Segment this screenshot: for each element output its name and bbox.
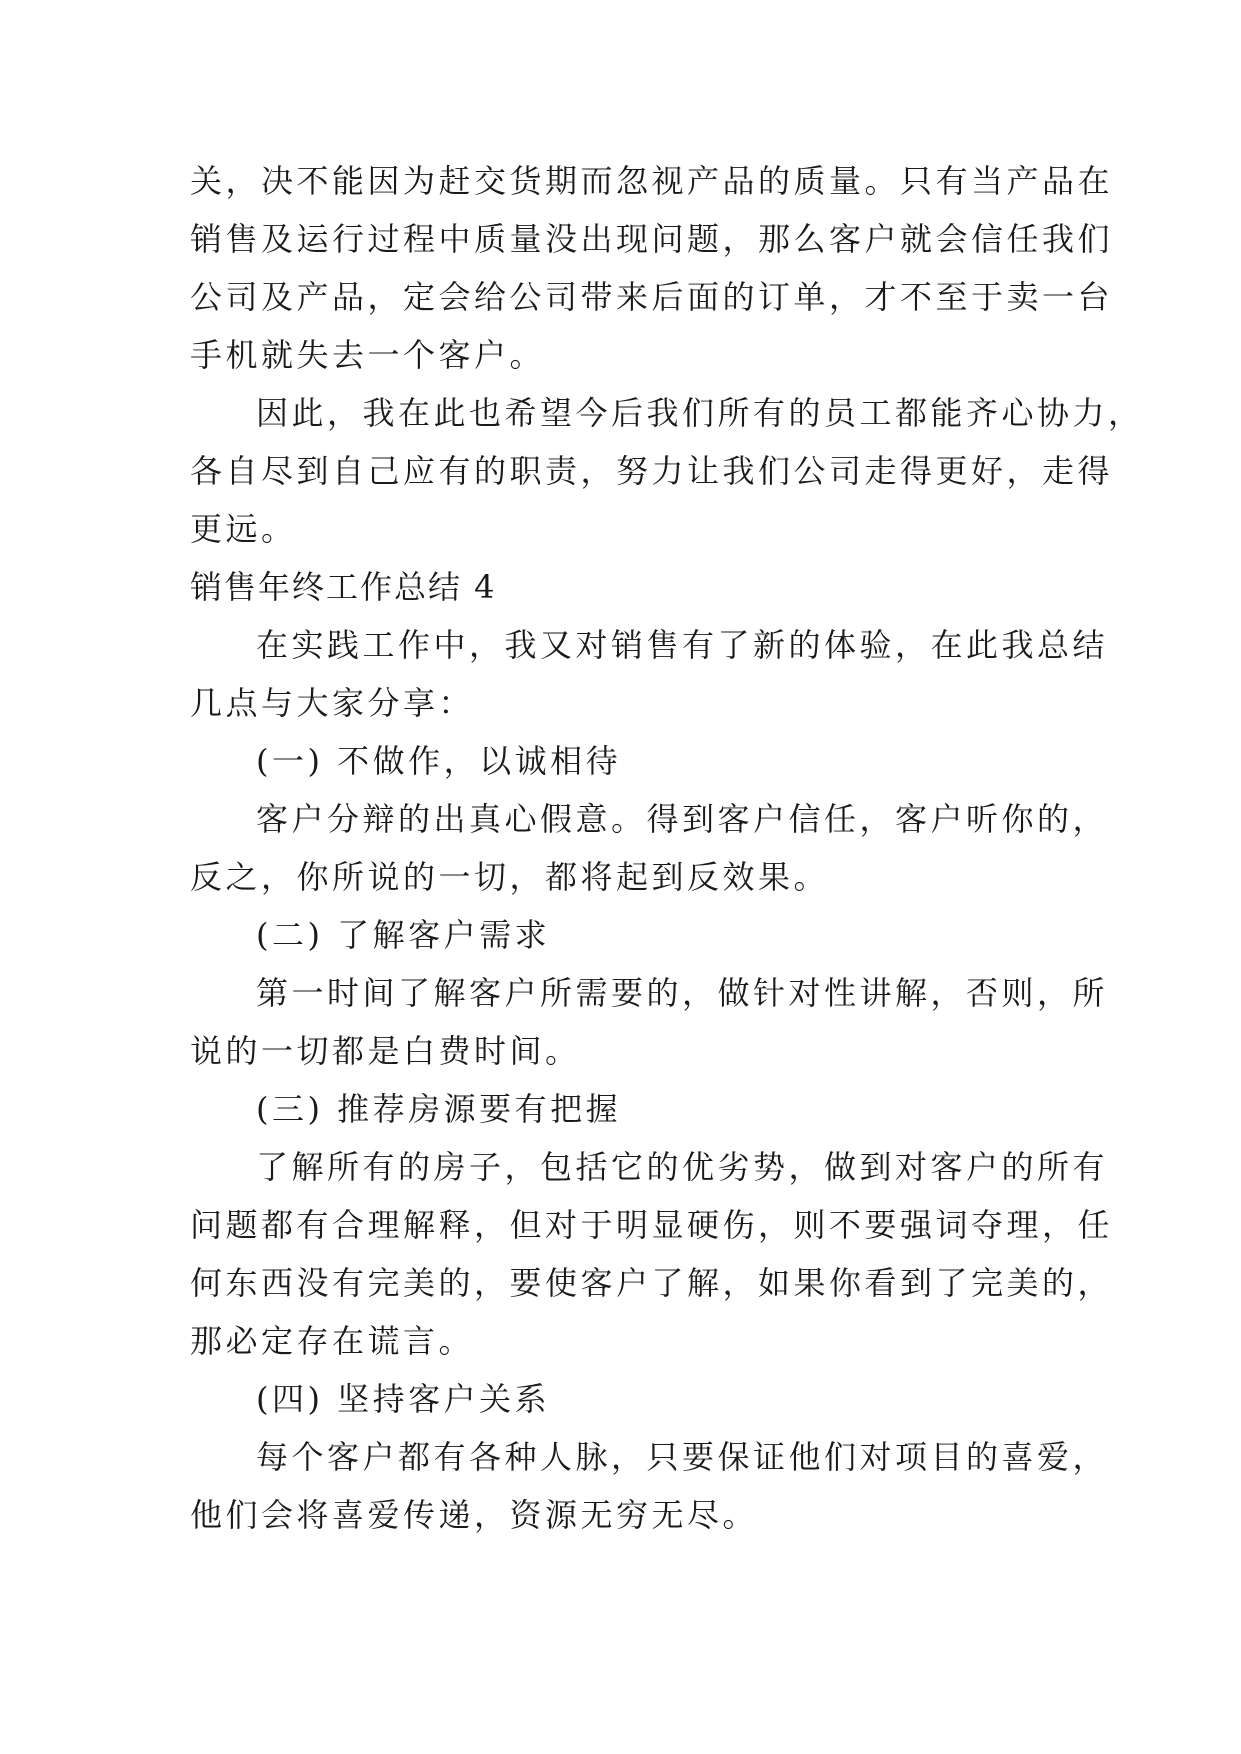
paragraph-line: 销售及运行过程中质量没出现问题，那么客户就会信任我们 [190,220,1114,258]
paragraph-line: 更远。 [190,510,297,548]
paragraph-line: 第一时间了解客户所需要的，做针对性讲解，否则，所 [256,974,1109,1012]
paragraph-line: 每个客户都有各种人脉，只要保证他们对项目的喜爱， [256,1438,1109,1476]
section-heading: 销售年终工作总结 4 [190,568,497,606]
paragraph-line: 问题都有合理解释，但对于明显硬伤，则不要强词夺理，任 [190,1206,1114,1244]
paragraph-line: 各自尽到自己应有的职责，努力让我们公司走得更好，走得 [190,452,1114,490]
paragraph-line: 他们会将喜爱传递，资源无穷无尽。 [190,1496,759,1534]
subsection-heading: (一) 不做作，以诚相待 [256,742,622,780]
paragraph-line: 了解所有的房子，包括它的优劣势，做到对客户的所有 [256,1148,1109,1186]
paragraph-line: 关，决不能因为赶交货期而忽视产品的质量。只有当产品在 [190,162,1114,200]
subsection-heading: (四) 坚持客户关系 [256,1380,551,1418]
paragraph-line: 反之，你所说的一切，都将起到反效果。 [190,858,830,896]
paragraph-line: 何东西没有完美的，要使客户了解，如果你看到了完美的， [190,1264,1114,1302]
document-page [190,152,1144,1544]
paragraph-line: 那必定存在谎言。 [190,1322,475,1360]
paragraph-line: 几点与大家分享： [190,684,475,722]
paragraph-line: 在实践工作中，我又对销售有了新的体验，在此我总结 [256,626,1109,664]
paragraph-line: 因此，我在此也希望今后我们所有的员工都能齐心协力， [256,394,1144,432]
paragraph-line: 手机就失去一个客户。 [190,336,546,374]
paragraph-line: 说的一切都是白费时间。 [190,1032,581,1070]
paragraph-line: 客户分辩的出真心假意。得到客户信任，客户听你的， [256,800,1109,838]
paragraph-line: 公司及产品，定会给公司带来后面的订单，才不至于卖一台 [190,278,1114,316]
subsection-heading: (三) 推荐房源要有把握 [256,1090,622,1128]
subsection-heading: (二) 了解客户需求 [256,916,551,954]
